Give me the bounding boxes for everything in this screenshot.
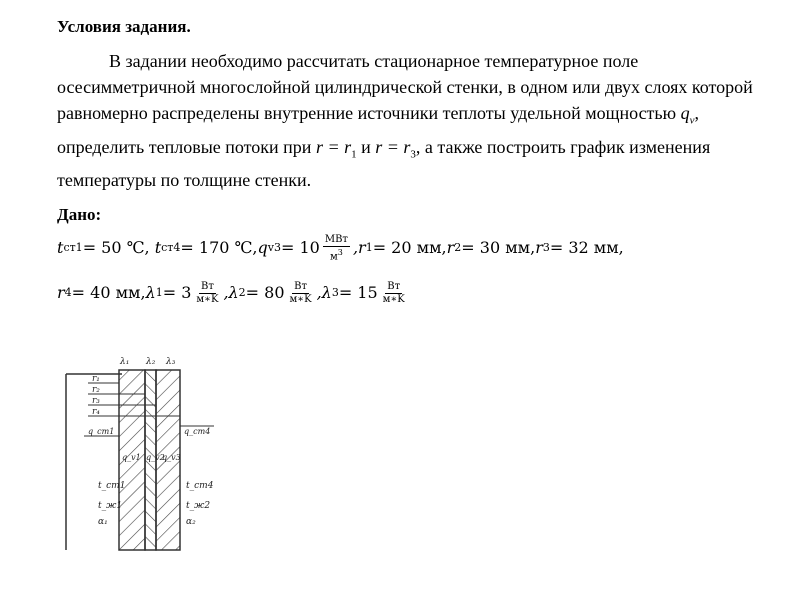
left-label-tz: t_ж1 — [98, 501, 123, 511]
left-label-t: t_ст1 — [98, 481, 126, 491]
q-out-label: q_ст4 — [184, 427, 211, 436]
given-line-2: r 4 = 40 мм, λ 1 = 3 $\frac{Вт}{м∗K}$ ,λ 2 = 80 $\frac{Вт}{м∗K}$ ,λ 3 = 15 $\frac{Вт}{м∗K}$ — [57, 280, 405, 305]
section-title: Условия задания. — [57, 17, 191, 36]
source-label-3: q_v3 — [162, 453, 181, 462]
radius-label-3: r₃ — [92, 396, 100, 406]
layer-label-2: λ₂ — [146, 357, 156, 367]
right-label-tz: t_ж2 — [186, 501, 211, 511]
task-description: В задании необходимо рассчитать стационарное температурное поле осесимметричной многослойной цилиндрической стенки, в одном или двух слоях которой равномерно распределены внутренние источники теплоты удельной мощностью $q_v$, определить тепловые потоки при $r = r_1$ и $r = r_3$, а также построить график изменения температуры по толщине стенки. — [57, 51, 753, 191]
right-label-alpha: α₂ — [186, 517, 196, 527]
radius-label-4: r₄ — [92, 407, 100, 417]
radius-label-1: r₁ — [92, 374, 100, 384]
unit-w-per-mk-2: $\frac{Вт}{м∗K}$ — [289, 280, 312, 305]
given-line-1: t ст1 = 50 ℃, t ст4 = 170 ℃, q v3 = 10 $\frac{\text{МВт}}{м^3}$ ,r 1 = 20 мм, r 2 = 30 мм, r 3 = 32 мм, — [57, 233, 624, 262]
unit-w-per-mk-3: $\frac{Вт}{м∗K}$ — [382, 280, 405, 305]
left-label-alpha: α₁ — [98, 517, 108, 527]
source-label-2: q_v2 — [146, 453, 165, 462]
document-body — [57, 16, 777, 313]
given-label: Дано: — [57, 205, 102, 225]
layer-label-1: λ₁ — [120, 357, 130, 367]
right-label-t: t_ст4 — [186, 481, 214, 491]
radius-label-2: r₂ — [92, 385, 100, 395]
layer-label-3: λ₃ — [166, 357, 176, 367]
unit-mw-per-m3: $\frac{\text{МВт}}{м^3}$ — [324, 233, 348, 262]
unit-w-per-mk-1: $\frac{Вт}{м∗K}$ — [196, 280, 219, 305]
q-in-label: q_ст1 — [88, 427, 115, 436]
cylindrical-wall-diagram — [62, 352, 222, 584]
source-label-1: q_v1 — [122, 453, 141, 462]
